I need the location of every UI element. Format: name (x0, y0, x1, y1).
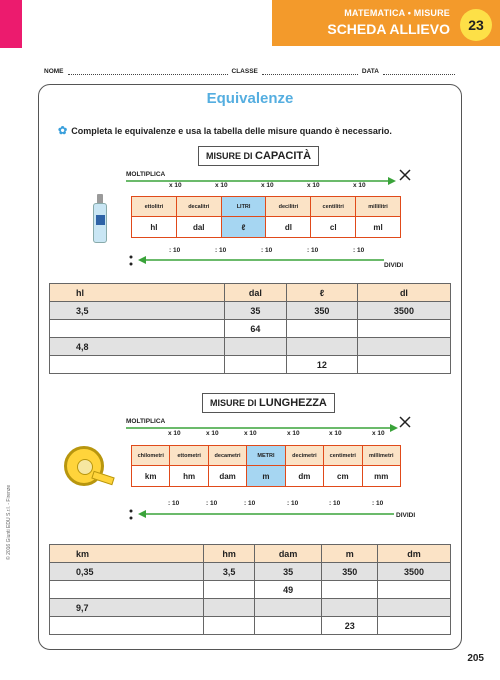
unit-name: ettometri (170, 446, 207, 466)
table-cell: 3,5 (50, 302, 225, 320)
unit-cell (247, 446, 285, 486)
unit-symbol: ml (373, 222, 383, 232)
unit-name: LITRI (222, 197, 266, 217)
cap-divide-2: : 10 (215, 247, 227, 254)
unit-cell (324, 446, 362, 486)
table-cell[interactable] (254, 617, 322, 635)
table-header-cell: dm (378, 545, 451, 563)
table-cell[interactable] (378, 617, 451, 635)
unit-name: ettolitri (132, 197, 176, 217)
unit-name: decalitri (177, 197, 221, 217)
unit-cell (363, 446, 400, 486)
table-header-cell: ℓ (286, 284, 357, 302)
table-cell: 3,5 (204, 563, 254, 581)
length-divide-label: DIVIDI (396, 512, 416, 519)
cap-times-3: x 10 (261, 182, 274, 189)
unit-symbol: cl (329, 222, 337, 232)
cap-times-5: x 10 (353, 182, 366, 189)
unit-cell (132, 446, 170, 486)
unit-symbol: km (144, 471, 157, 481)
table-header-cell: m (322, 545, 378, 563)
cap-divide-3: : 10 (261, 247, 273, 254)
table-row (50, 563, 451, 581)
table-header-row (50, 545, 451, 563)
len-divide-6: : 10 (372, 500, 384, 507)
table-cell[interactable] (322, 581, 378, 599)
unit-symbol: cm (337, 471, 349, 481)
table-cell: 35 (224, 302, 286, 320)
cap-times-1: x 10 (169, 182, 182, 189)
table-cell[interactable] (50, 617, 204, 635)
header-subtitle: MATEMATICA • MISURE (344, 8, 450, 18)
len-divide-1: : 10 (168, 500, 180, 507)
unit-name: decilitri (266, 197, 310, 217)
len-times-6: x 10 (372, 430, 385, 437)
length-multiply-label: MOLTIPLICA (126, 418, 166, 425)
capacity-label-prefix: MISURE DI (206, 151, 253, 161)
table-cell: 350 (286, 302, 357, 320)
unit-name: METRI (247, 446, 284, 466)
table-cell: 64 (224, 320, 286, 338)
unit-name: chilometri (132, 446, 169, 466)
len-times-5: x 10 (329, 430, 342, 437)
unit-symbol: dam (219, 471, 236, 481)
table-row (50, 581, 451, 599)
header-title: SCHEDA ALLIEVO (327, 21, 450, 37)
table-cell[interactable] (204, 617, 254, 635)
unit-symbol: hl (150, 222, 158, 232)
capacity-multiply-label: MOLTIPLICA (126, 171, 166, 178)
len-divide-4: : 10 (287, 500, 299, 507)
capacity-label-main: CAPACITÀ (255, 150, 312, 162)
table-cell[interactable] (50, 581, 204, 599)
len-times-4: x 10 (287, 430, 300, 437)
table-header-cell: km (50, 545, 204, 563)
table-cell[interactable] (254, 599, 322, 617)
table-cell[interactable] (204, 599, 254, 617)
table-cell[interactable] (204, 581, 254, 599)
table-cell: 9,7 (50, 599, 204, 617)
flower-icon: ✿ (58, 125, 68, 137)
unit-symbol: ℓ (222, 217, 266, 237)
page-badge: 23 (460, 9, 492, 41)
length-exercise-table (49, 544, 451, 635)
length-x-icon (400, 417, 410, 427)
len-times-1: x 10 (168, 430, 181, 437)
cap-divide-5: : 10 (353, 247, 365, 254)
table-cell[interactable] (378, 599, 451, 617)
unit-name: decimetri (286, 446, 323, 466)
table-header-cell: dal (224, 284, 286, 302)
unit-symbol: dal (192, 222, 205, 232)
unit-name: millilitri (356, 197, 400, 217)
length-divide-arrowhead (138, 510, 146, 518)
length-label-prefix: MISURE DI (210, 398, 257, 408)
len-divide-3: : 10 (244, 500, 256, 507)
unit-cell (286, 446, 324, 486)
table-cell: 12 (286, 356, 357, 374)
unit-name: centimetri (324, 446, 361, 466)
data-label: DATA (361, 68, 379, 75)
unit-symbol: hm (183, 471, 196, 481)
len-times-2: x 10 (206, 430, 219, 437)
length-unit-ruler (131, 445, 401, 487)
unit-cell (209, 446, 247, 486)
cap-times-4: x 10 (307, 182, 320, 189)
table-row (50, 617, 451, 635)
table-cell: 4,8 (50, 338, 225, 356)
copyright-text: © 2016 Giunti EDU S.r.l. - Firenze (6, 484, 12, 560)
table-cell[interactable] (378, 581, 451, 599)
unit-name: centilitri (311, 197, 355, 217)
table-cell: 0,35 (50, 563, 204, 581)
table-header-cell: dl (357, 284, 450, 302)
unit-cell (170, 446, 208, 486)
table-row (50, 599, 451, 617)
cap-divide-1: : 10 (169, 247, 181, 254)
table-cell: 23 (322, 617, 378, 635)
table-cell: 3500 (357, 302, 450, 320)
table-header-cell: hl (50, 284, 225, 302)
unit-symbol: dl (284, 222, 292, 232)
table-cell: 350 (322, 563, 378, 581)
len-divide-5: : 10 (329, 500, 341, 507)
cap-divide-4: : 10 (307, 247, 319, 254)
unit-symbol: mm (374, 471, 389, 481)
table-cell: 35 (254, 563, 322, 581)
unit-symbol: m (247, 466, 284, 486)
length-label-main: LUNGHEZZA (259, 397, 327, 409)
instruction-text: Completa le equivalenze e usa la tabella delle misure quando è necessario. (71, 125, 392, 136)
unit-symbol: dm (298, 471, 311, 481)
unit-name: millimetri (363, 446, 400, 466)
table-cell: 49 (254, 581, 322, 599)
page-number: 205 (467, 653, 484, 664)
table-header-cell: hm (204, 545, 254, 563)
capacity-divide-label: DIVIDI (384, 262, 404, 269)
unit-name: decametri (209, 446, 246, 466)
table-cell: 3500 (378, 563, 451, 581)
page-title: Equivalenze (206, 90, 294, 107)
nome-label: NOME (44, 68, 64, 75)
len-times-3: x 10 (244, 430, 257, 437)
table-cell[interactable] (322, 599, 378, 617)
cap-times-2: x 10 (215, 182, 228, 189)
classe-label: CLASSE (231, 68, 258, 75)
length-multiply-arrowhead (390, 424, 398, 432)
table-header-cell: dam (254, 545, 322, 563)
len-divide-2: : 10 (206, 500, 218, 507)
